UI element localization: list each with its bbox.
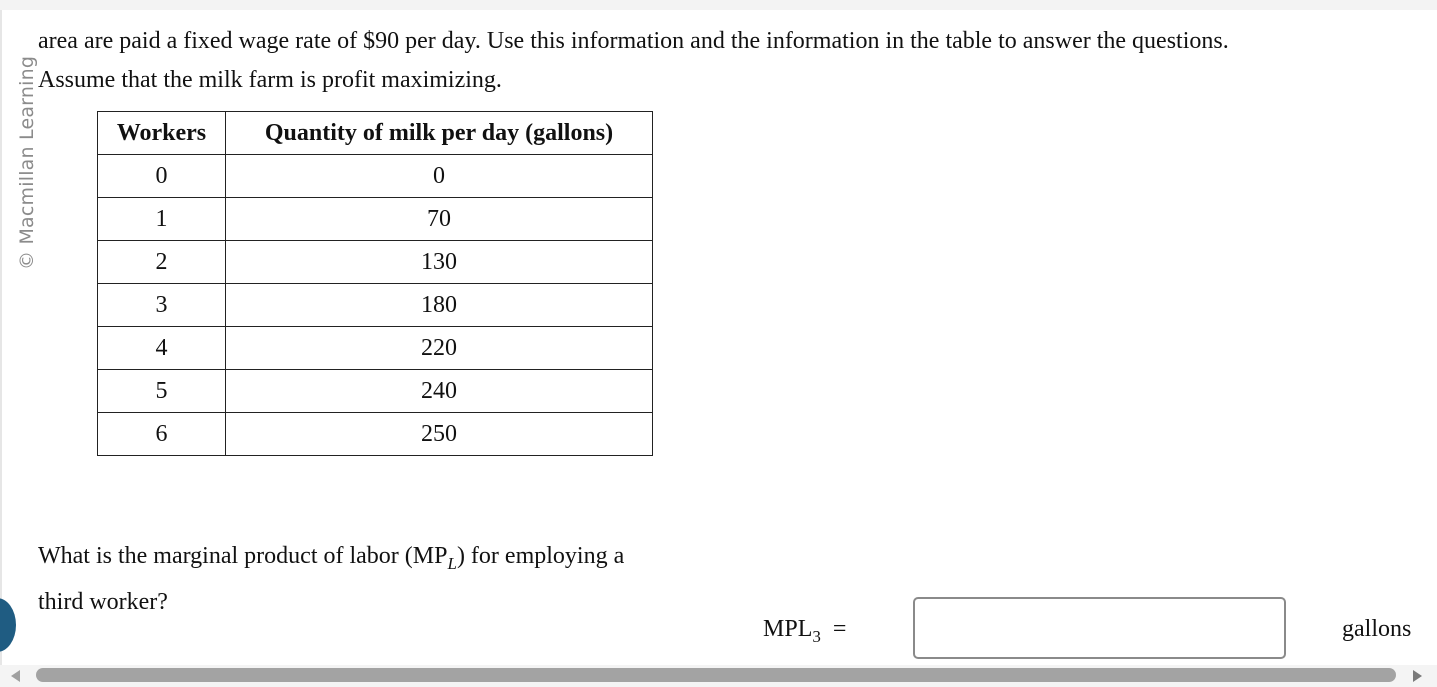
cell-quantity: 130 <box>226 241 653 284</box>
table-row <box>98 327 653 370</box>
cell-quantity: 180 <box>226 284 653 327</box>
question-line-2: third worker? <box>38 588 168 615</box>
table-row <box>98 241 653 284</box>
answer-label-subscript: 3 <box>812 626 821 646</box>
copyright-credit: © Macmillan Learning <box>16 55 38 270</box>
header-quantity: Quantity of milk per day (gallons) <box>226 112 653 155</box>
cell-workers: 1 <box>98 198 226 241</box>
table-header-row <box>98 112 653 155</box>
answer-label <box>763 616 846 647</box>
scrollbar-thumb[interactable] <box>36 668 1396 682</box>
question-intro <box>38 22 1229 100</box>
cell-quantity: 70 <box>226 198 653 241</box>
cell-workers: 6 <box>98 413 226 456</box>
table-row <box>98 370 653 413</box>
scroll-left-arrow-icon[interactable] <box>11 670 20 682</box>
cell-workers: 2 <box>98 241 226 284</box>
cell-workers: 3 <box>98 284 226 327</box>
table-row <box>98 284 653 327</box>
question-part-1: What is the marginal product of labor (MP <box>38 543 448 569</box>
intro-line-1: area are paid a fixed wage rate of $90 per day. Use this information and the information in the table to answer the questions. <box>38 28 1229 54</box>
question-part-2: ) for employing a <box>456 543 625 569</box>
cell-workers: 5 <box>98 370 226 413</box>
cell-quantity: 240 <box>226 370 653 413</box>
question-text <box>38 537 624 622</box>
mpl-answer-input[interactable] <box>913 597 1286 659</box>
answer-equals: = <box>832 616 847 642</box>
header-workers: Workers <box>98 112 226 155</box>
help-bubble-button[interactable] <box>0 598 16 652</box>
left-margin-rule <box>0 10 2 670</box>
top-cutoff-strip <box>0 0 1437 10</box>
answer-unit: gallons <box>1342 616 1412 642</box>
question-line-1 <box>38 537 624 583</box>
table-row <box>98 155 653 198</box>
cell-workers: 4 <box>98 327 226 370</box>
cell-quantity: 250 <box>226 413 653 456</box>
production-table <box>97 111 653 456</box>
table-row <box>98 413 653 456</box>
scroll-right-arrow-icon[interactable] <box>1413 670 1422 682</box>
cell-quantity: 0 <box>226 155 653 198</box>
answer-label-main: MPL <box>763 616 813 642</box>
cell-workers: 0 <box>98 155 226 198</box>
cell-quantity: 220 <box>226 327 653 370</box>
question-subscript: L <box>447 553 457 573</box>
table-row <box>98 198 653 241</box>
intro-line-2: Assume that the milk farm is profit maximizing. <box>38 67 502 93</box>
